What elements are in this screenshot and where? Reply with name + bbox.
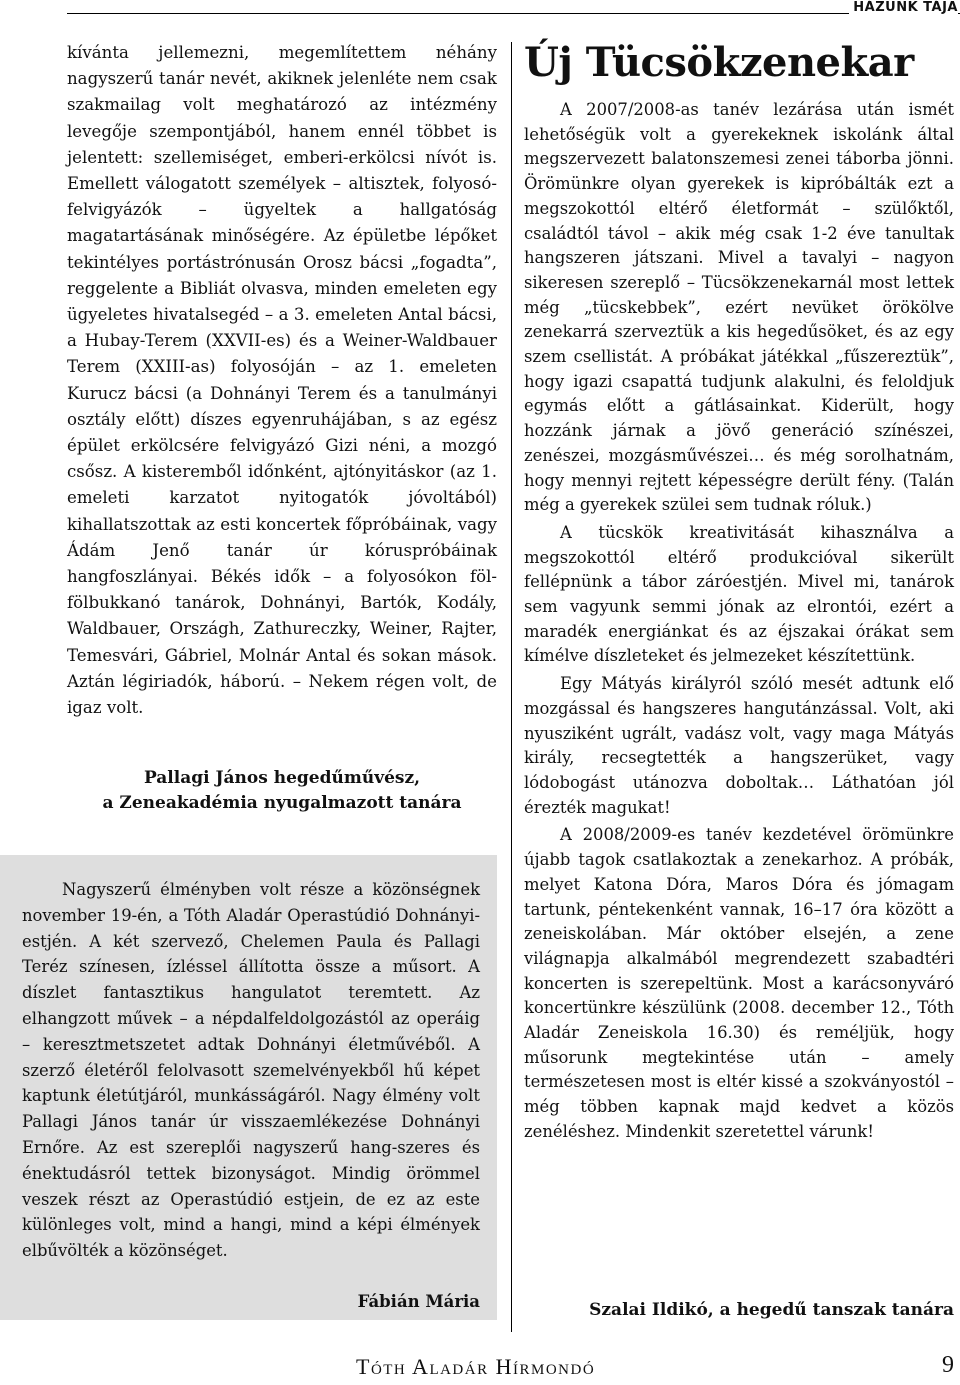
review-box-signature: Fábián Mária <box>357 1292 480 1311</box>
page-number: 9 <box>942 1352 954 1378</box>
page-footer <box>0 1350 960 1382</box>
article-paragraph-1: A 2007/2008-as tanév lezárása után ismét lehetőségük volt a gyerekeknek iskolánk által megszervezett balatonszemesi zenei táborba jönni. Örömünkre olyan gyerekek is kipróbálták ezt a megszokottól eltérő életformát – szülőktől, családtól távol – akik még csak 1-2 éve tanultak hangszeren játszani. Mivel a tavalyi – nagyon sikeresen szereplő – Tücsökzenekarnál most lettek még „tücskebbek”, ezért nevüket örökölve zenekarrá szerveztük a kis hegedűsöket, és az egy szem csellistát. A próbákat játékkal „fűszereztük”, hogy igazi csapattá tudjunk alakulni, és feloldjuk egymás előtt a gátlásainkat. Kiderült, hogy hozzánk járnak a jövő generáció színészei, zenészei, mozgásművészei… és még sorolhatnám, hogy mennyi rejtett képességre derült fény. (Talán még a gyerekek szülei sem tudnak róluk.) <box>524 100 954 515</box>
left-signature-line-2: a Zeneakadémia nyugalmazott tanára <box>102 793 462 813</box>
left-column-text: kívánta jellemezni, megemlítettem néhány nagyszerű tanár nevét, akiknek jelenléte nem csak szakmailag volt meghatározó az intézmény levegője szempontjából, hanem ennél többet is jelentett: szellemiséget, emberi-erkölcsi nívót is. Emellett válogatott személyek – altisztek, folyosó-felvigyázók – ügyeltek a hallgatóság magatartásának minőségére. Az épületbe lépőket tekintélyes portástrónusán Orosz bácsi „fogadta”, reggelente a Bibliát olvasva, minden emeleten egy ügyeletes hivatalsegéd – a 3. emeleten Antal bácsi, a Hubay-Terem (XXVII-es) és a Weiner-Waldbauer Terem (XXIII-as) folyosóján – az 1. emeleten Kurucz bácsi (a Dohnányi Terem és a tanulmányi osztály előtt) díszes egyenruhájában, s az egész épület erkölcsére felvigyázó Gizi néni, a mozgó csősz. A kisteremből időnként, ajtónyitáskor (az 1. emeleti karzatot nyitogatók jóvoltából) kihallatszottak az esti koncertek főpróbáinak, vagy Ádám Jenő tanár úr kóruspróbáinak hangfoszlányai. Békés idők – a folyosókon föl-fölbukkanó tanárok, Dohnányi, Bartók, Kodály, Waldbauer, Országh, Zathureczky, Weiner, Rajter, Temesvári, Gábriel, Molnár Antal és sokan mások. Aztán légiriadók, háború. – Nekem régen volt, de igaz volt. <box>67 43 497 718</box>
article-paragraph-2: A tücskök kreativitását kihasználva a megszokottól eltérő produkcióval sikerült fellépnünk a tábor záróestjén. Mivel mi, tanárok sem vagyunk semmi jónak az elrontói, ezért a maradék energiánkat és az éjszakai órákat sem kímélve díszleteket és jelmezeket készítettünk. <box>524 522 954 666</box>
review-box-text: Nagyszerű élményben volt része a közönségnek november 19-én, a Tóth Aladár Operastúdió Dohnányi-estjén. A két szervező, Chelemen Paula és Pallagi Teréz színesen, ízléssel állította össze a műsort. A díszlet fantasztikus hangulatot teremtett. Az elhangzott művek – a népdalfeldolgozástól az operáig – keresztmetszetet adtak Dohnányi életművéből. A szerző életéről felolvasott szemelvényekből hű képet kaptunk életútjáról, munkásságáról. Nagy élmény volt Pallagi János tanár úr visszaemlékezése Dohnányi Ernőre. Az est szereplői nagyszerű hang-szeres és énektudásról tettek bizonyságot. Mindig örömmel veszek részt az Operastúdió estjein, de ez az este különleges volt, mind a hangi, mind a képi élmények elbűvölték a közönséget. <box>22 880 480 1261</box>
running-head: HÁZUNK TÁJA <box>849 0 958 15</box>
article-signature: Szalai Ildikó, a hegedű tanszak tanára <box>589 1300 954 1320</box>
footer-title: Tóth Aladár Hírmondó <box>356 1354 596 1379</box>
article-paragraph-3: Egy Mátyás királyról szóló mesét adtunk elő mozgással és hangszeres hangutánzással. Volt, aki nyusziként ugrált, vadász volt, vagy maga Mátyás király, recsegtették a hangszerüket, vagy lódobogást utánozva doboltak… Láthatóan jól érezték magukat! <box>524 674 954 817</box>
right-column <box>524 40 954 1145</box>
left-signature-line-1: Pallagi János hegedűművész, <box>143 768 421 788</box>
review-box <box>0 855 497 1320</box>
article-title: Új Tücsökzenekar <box>524 39 914 86</box>
left-signature <box>67 766 497 816</box>
header-rule <box>67 13 960 14</box>
article-paragraph-4: A 2008/2009-es tanév kezdetével örömünkre újabb tagok csatlakoztak a zenekarhoz. A próbák, melyet Katona Dóra, Maros Dóra és jómagam tartunk, péntekenként vannak, 16–17 óra között a zeneiskolában. Már október elsején, a zene világnapja alkalmából megrendezett szabadtéri koncerten is szerepeltünk. Most a karácsonyváró koncertünkre készülünk (2008. december 12., Tóth Aladár Zeneiskola 16.30) és reméljük, hogy műsorunk megtekintése után – amely természetesen most is eltér kissé a szokványostól – még többen kapnak majd kedvet a közös zenéléshez. Mindenkit szeretettel várunk! <box>524 825 954 1141</box>
column-divider <box>511 42 512 1332</box>
left-column <box>67 40 497 721</box>
